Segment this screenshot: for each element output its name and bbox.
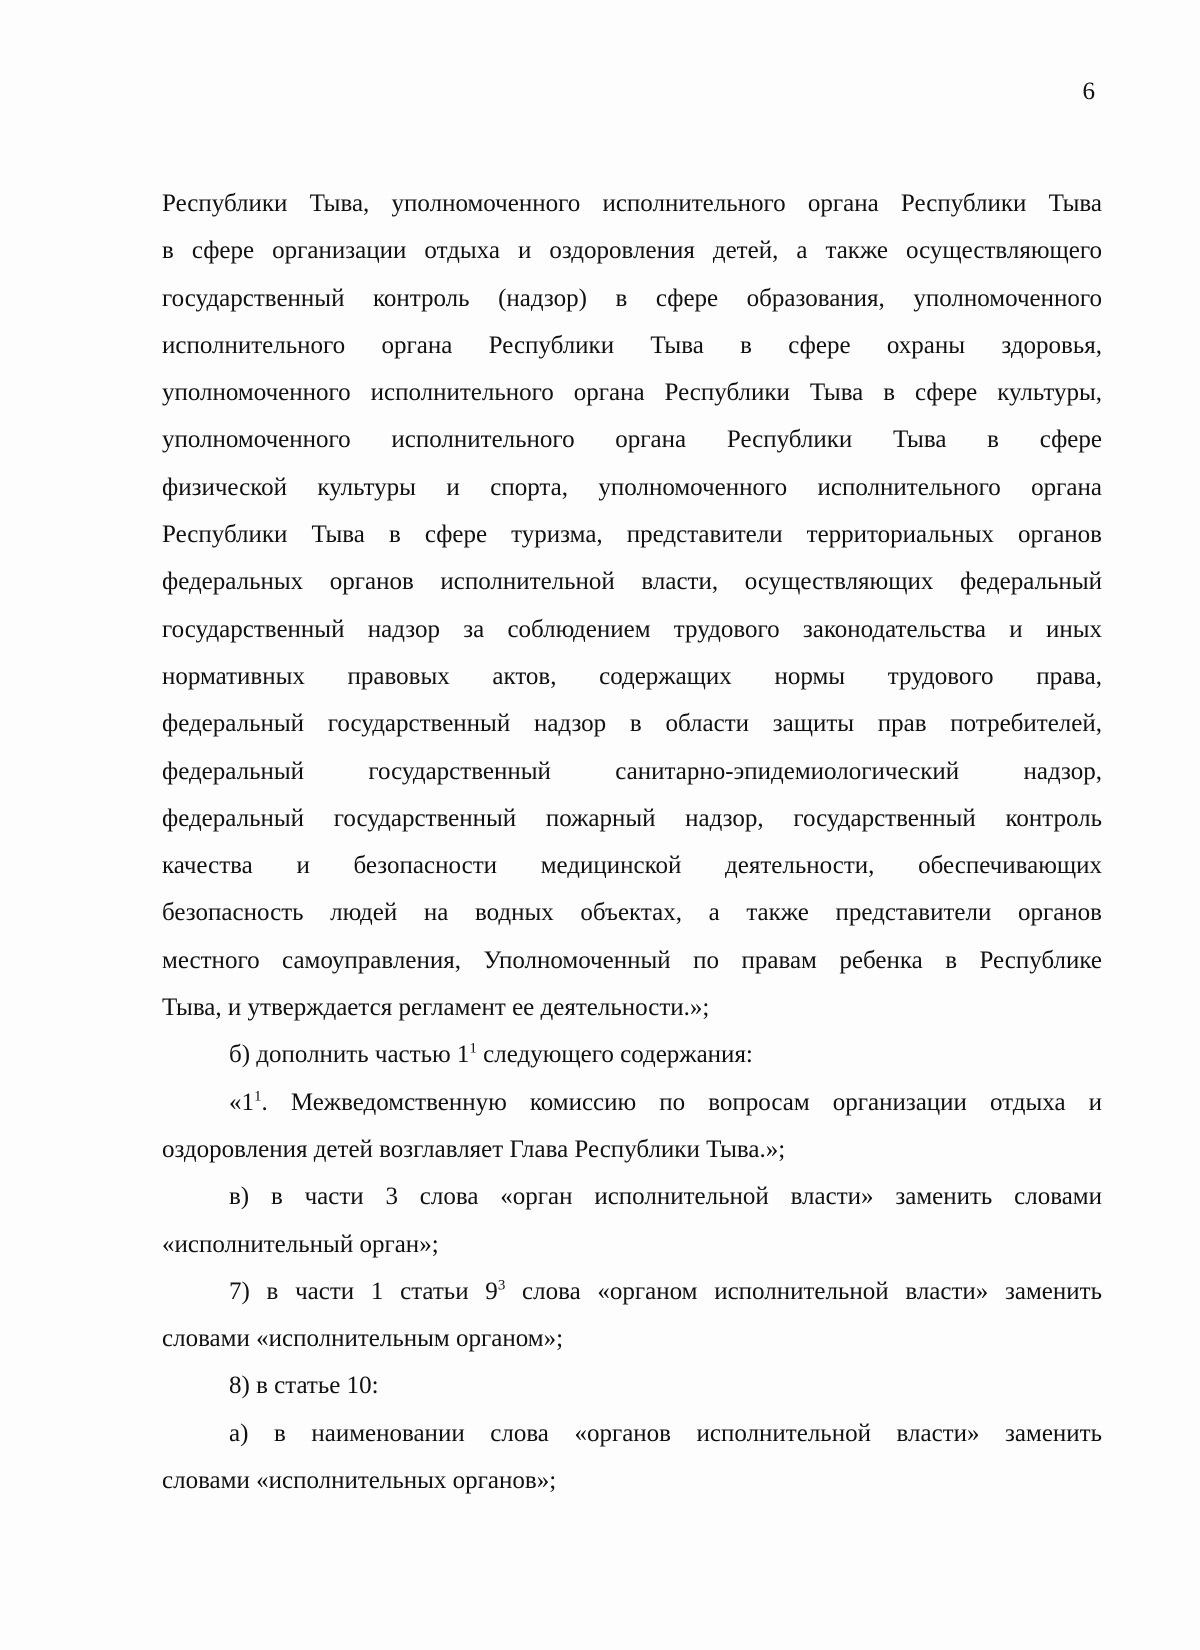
item-7-line-2: словами «исполнительным органом»; — [162, 1325, 564, 1353]
item-a-line: а) в наименовании слова «органов исполнительной власти» заменить — [229, 1419, 1102, 1447]
quote-1-line-2: оздоровления детей возглавляет Глава Республики Тыва.»; — [162, 1135, 786, 1163]
text-line: физической культуры и спорта, уполномоченного исполнительного органа — [162, 473, 1102, 501]
item-b-line — [162, 1031, 1102, 1078]
text-line: федеральных органов исполнительной власти, осуществляющих федеральный — [162, 568, 1102, 596]
item-b-text-end: следующего содержания: — [476, 1041, 753, 1069]
text-line: Республики Тыва в сфере туризма, представители территориальных органов — [162, 521, 1102, 549]
text-line: федеральный государственный пожарный надзор, государственный контроль — [162, 804, 1102, 832]
superscript: 1 — [254, 1088, 262, 1105]
text-line: в сфере организации отдыха и оздоровления детей, а также осуществляющего — [162, 237, 1102, 265]
item-b-text: б) дополнить частью 1 — [229, 1041, 470, 1069]
quote-1-open — [229, 1089, 262, 1116]
text-line: уполномоченного исполнительного органа Республики Тыва в сфере — [162, 426, 1102, 454]
text-line: уполномоченного исполнительного органа Республики Тыва в сфере культуры, — [162, 379, 1102, 407]
text-line: местного самоуправления, Уполномоченный по правам ребенка в Республике — [162, 946, 1102, 974]
text-line: нормативных правовых актов, содержащих нормы трудового права, — [162, 662, 1102, 690]
quote-1-number: «1 — [229, 1088, 254, 1116]
text-line: качества и безопасности медицинской деятельности, обеспечивающих — [162, 852, 1102, 880]
item-7-text-end: слова «органом исполнительной власти» заменить — [505, 1277, 1102, 1305]
text-line: исполнительного органа Республики Тыва в сфере охраны здоровья, — [162, 331, 1102, 359]
item-v-line: в) в части 3 слова «орган исполнительной власти» заменить словами — [229, 1183, 1102, 1211]
item-v-line-2: «исполнительный орган»; — [162, 1230, 439, 1258]
text-line: федеральный государственный санитарно-эпидемиологический надзор, — [162, 757, 1102, 785]
item-8-line: 8) в статье 10: — [229, 1372, 379, 1400]
item-7-line — [162, 1268, 1102, 1315]
superscript: 1 — [469, 1041, 477, 1058]
quote-1-text: . Межведомственную комиссию по вопросам организации отдыха и — [261, 1088, 1102, 1116]
document-body — [162, 180, 1102, 1504]
quote-1-line — [162, 1079, 1102, 1126]
item-a-line-2: словами «исполнительных органов»; — [162, 1467, 557, 1495]
text-line: государственный контроль (надзор) в сфере образования, уполномоченного — [162, 284, 1102, 312]
text-line: федеральный государственный надзор в области защиты прав потребителей, — [162, 710, 1102, 738]
text-line: безопасность людей на водных объектах, а также представители органов — [162, 899, 1102, 927]
text-line: государственный надзор за соблюдением трудового законодательства и иных — [162, 615, 1102, 643]
page-number: 6 — [1082, 78, 1095, 105]
item-7-start — [229, 1278, 505, 1305]
text-line: Республики Тыва, уполномоченного исполнительного органа Республики Тыва — [162, 190, 1102, 217]
item-7-text: 7) в части 1 статьи 9 — [229, 1277, 498, 1305]
text-line: Тыва, и утверждается регламент ее деятельности.»; — [162, 994, 710, 1022]
superscript: 3 — [497, 1277, 506, 1294]
